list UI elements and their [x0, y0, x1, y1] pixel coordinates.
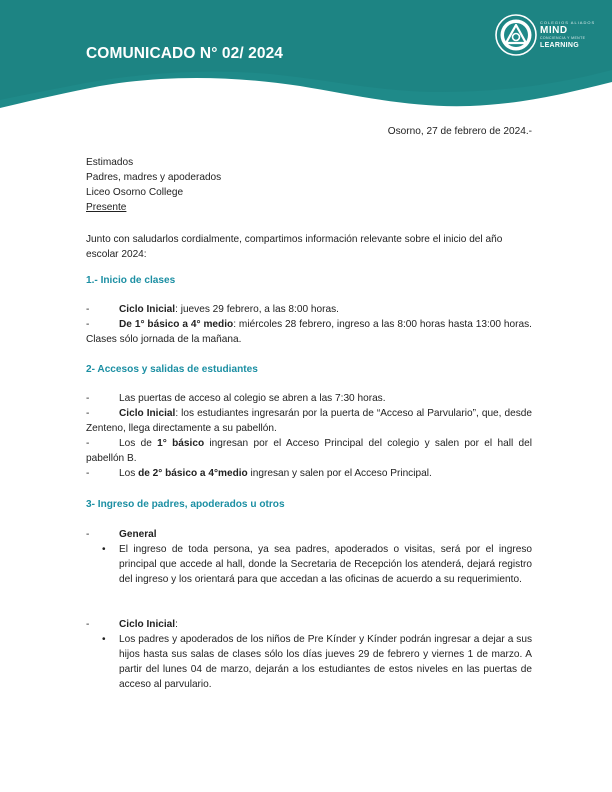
recipient-line: Presente [86, 202, 127, 213]
recipients-block [86, 155, 221, 215]
recipient-line: Estimados [86, 157, 134, 168]
subsection-title [86, 617, 532, 632]
item-text: : miércoles 28 febrero, ingreso a las 8:00 horas hasta 13:00 horas. Clases sólo jornada de la mañana. [86, 319, 532, 345]
mind-learning-logo [495, 14, 595, 56]
section-ingreso-ciclo-inicial [86, 617, 532, 692]
bullet-item [86, 632, 532, 692]
dash-marker: - [86, 619, 90, 630]
list-item [86, 466, 532, 481]
item-bold-label: de 2° básico a 4°medio [138, 468, 248, 479]
item-bold-label: 1° básico [157, 438, 205, 449]
logo-name-secondary: LEARNING [540, 41, 579, 49]
dash-marker: - [86, 529, 90, 540]
date-line: Osorno, 27 de febrero de 2024.- [387, 126, 532, 137]
subsection-title-suffix: : [175, 619, 178, 630]
section-inicio-clases-list [86, 302, 532, 347]
logo-tagline: COLEGIOS ALIADOS [540, 20, 596, 26]
dash-marker: - [86, 393, 90, 404]
subsection-title-text: Ciclo Inicial [119, 619, 176, 630]
dash-marker: - [86, 468, 90, 479]
logo-name: MIND [540, 25, 568, 37]
list-item [86, 317, 532, 347]
list-item [86, 406, 532, 436]
item-bold-label: Ciclo Inicial [119, 408, 176, 419]
item-bold-label: De 1° básico a 4° medio [119, 319, 234, 330]
list-item [86, 391, 532, 406]
section-accesos-list [86, 391, 532, 481]
item-text: ingresan y salen por el Acceso Principal. [247, 468, 432, 479]
item-text-pre: Los de [119, 438, 158, 449]
section-heading-ingreso-padres: 3- Ingreso de padres, apoderados u otros [86, 499, 285, 510]
item-text: Las puertas de acceso al colegio se abren a las 7:30 horas. [119, 393, 386, 404]
subsection-title-text: General [119, 529, 157, 540]
logo-emblem-icon [495, 14, 537, 56]
item-text-pre: Los [119, 468, 139, 479]
recipient-line: Padres, madres y apoderados [86, 172, 222, 183]
section-heading-accesos: 2- Accesos y salidas de estudiantes [86, 364, 258, 375]
dash-marker: - [86, 304, 90, 315]
recipient-line: Liceo Osorno College [86, 187, 184, 198]
list-item [86, 302, 532, 317]
bullet-text: El ingreso de toda persona, ya sea padres, apoderados o visitas, será por el ingreso principal que accede al hall, donde la Secretaria de Recepción los atenderá, dejará registro del ingreso y los orientará para que accedan a las oficinas de acuerdo a su requerimiento. [119, 544, 532, 585]
logo-subtitle: CONCIENCIA Y MENTE [540, 36, 586, 41]
section-heading-inicio-clases: 1.- Inicio de clases [86, 275, 176, 286]
section-ingreso-general [86, 527, 532, 587]
intro-paragraph: Junto con saludarlos cordialmente, compartimos información relevante sobre el inicio del año escolar 2024: [86, 234, 503, 260]
item-text: : jueves 29 febrero, a las 8:00 horas. [175, 304, 339, 315]
bullet-text: Los padres y apoderados de los niños de Pre Kínder y Kínder podrán ingresar a dejar a sus hijos hasta sus salas de clases sólo los días jueves 29 de febrero y viernes 1 de marzo. A partir del lunes 04 de marzo, dejarán a los estudiantes de estos niveles en las puertas de acceso al parvulario. [119, 634, 532, 690]
dash-marker: - [86, 438, 90, 449]
bullet-item [86, 542, 532, 587]
bullet-marker: • [102, 634, 106, 645]
subsection-title [86, 527, 532, 542]
dash-marker: - [86, 319, 90, 330]
bullet-marker: • [102, 544, 106, 555]
item-text: ingresan por el Acceso Principal del colegio y salen por el hall del pabellón B. [86, 438, 532, 464]
item-text: : los estudiantes ingresarán por la puerta de “Acceso al Parvulario”, que, desde Zenteno, llega directamente a su pabellón. [86, 408, 532, 434]
item-bold-label: Ciclo Inicial [119, 304, 176, 315]
document-title: COMUNICADO N° 02/ 2024 [86, 45, 284, 62]
list-item [86, 436, 532, 466]
dash-marker: - [86, 408, 90, 419]
